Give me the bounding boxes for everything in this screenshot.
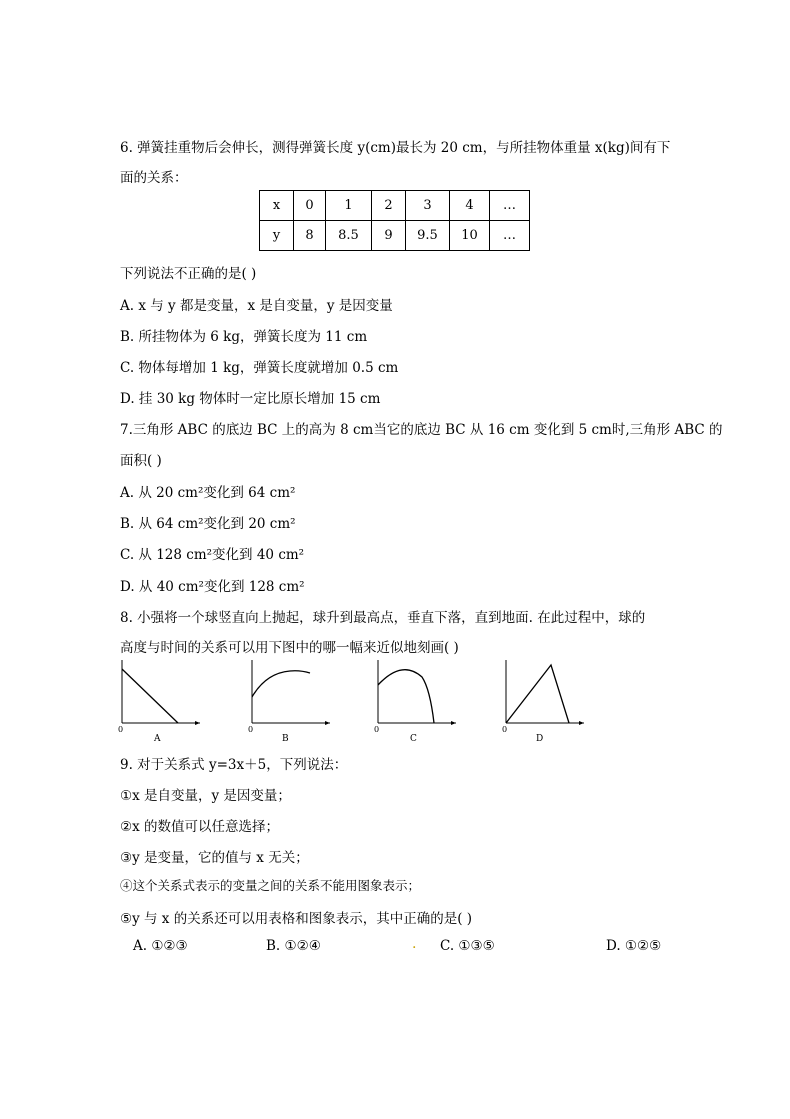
q9-statement-3: ③y 是变量，它的值与 x 无关； [120,850,309,866]
q9-statement-5: ⑤y 与 x 的关系还可以用表格和图象表示，其中正确的是( ) [120,911,473,927]
graph-label: D [536,734,544,744]
q6-stem-line1: 6. 弹簧挂重物后会伸长，测得弹簧长度 y(cm)最长为 20 cm，与所挂物体重量 x(kg)间有下 [120,140,671,156]
graph-label: A [154,734,161,744]
origin-label: 0 [248,725,254,734]
table-row-x [260,191,530,221]
x-axis-arrow [451,721,456,725]
table-cell: 3 [406,191,450,221]
q7-stem-line1: 7.三角形 ABC 的底边 BC 上的高为 8 cm当它的底边 BC 从 16 cm 变化到 5 cm时,三角形 ABC 的 [120,422,723,438]
q7-stem-line2: 面积( ) [120,453,162,469]
xy-table [259,190,530,251]
table-cell: x [260,191,294,221]
graph-a [116,655,206,745]
curve-d [506,665,569,723]
table-cell: … [490,191,530,221]
table-cell: 0 [294,191,326,221]
table-cell: y [260,221,294,251]
table-cell: 4 [450,191,490,221]
q6-option-a: A. x 与 y 都是变量，x 是自变量，y 是因变量 [120,298,393,314]
graph-d [500,655,590,745]
table-row-y [260,221,530,251]
q6-option-c: C. 物体每增加 1 kg，弹簧长度就增加 0.5 cm [120,360,399,376]
q9-option-b: B. ①②④ [266,938,321,954]
q9-option-a: A. ①②③ [133,938,188,954]
x-axis-arrow [325,721,330,725]
table-cell: 1 [326,191,372,221]
q9-statement-4: ④这个关系式表示的变量之间的关系不能用图象表示； [120,878,421,893]
q7-option-d: D. 从 40 cm²变化到 128 cm² [120,579,305,595]
x-axis-arrow [579,721,584,725]
q6-option-d: D. 挂 30 kg 物体时一定比原长增加 15 cm [120,391,381,407]
graph-b [246,655,336,745]
origin-label: 0 [374,725,380,734]
q9-stem: 9. 对于关系式 y=3x＋5，下列说法： [120,757,348,773]
table-cell: 9 [372,221,406,251]
table-cell: 9.5 [406,221,450,251]
q9-statement-2: ②x 的数值可以任意选择； [120,819,280,835]
graph-label: B [282,734,289,744]
q7-option-c: C. 从 128 cm²变化到 40 cm² [120,547,305,563]
q8-stem-line2: 高度与时间的关系可以用下图中的哪一幅来近似地刻画( ) [120,640,459,656]
curve-b [252,671,310,697]
table-cell: 8 [294,221,326,251]
q6-stem-line2: 面的关系： [120,170,188,186]
curve-a [122,669,178,723]
x-axis-arrow [195,721,200,725]
table-cell: 8.5 [326,221,372,251]
q9-option-c: C. ①③⑤ [440,938,495,954]
origin-label: 0 [502,725,508,734]
q7-option-a: A. 从 20 cm²变化到 64 cm² [120,485,296,501]
curve-c [378,670,434,723]
q9-statement-1: ①x 是自变量，y 是因变量； [120,788,291,804]
table-cell: 2 [372,191,406,221]
q6-prompt: 下列说法不正确的是( ) [120,266,257,282]
table-cell: … [490,221,530,251]
stray-dot: . [412,936,417,952]
q6-option-b: B. 所挂物体为 6 kg，弹簧长度为 11 cm [120,329,368,345]
graph-label: C [410,734,417,744]
q8-stem-line1: 8. 小强将一个球竖直向上抛起，球升到最高点，垂直下落，直到地面. 在此过程中，球的 [120,610,646,626]
table-cell: 10 [450,221,490,251]
origin-label: 0 [118,725,124,734]
graph-c [372,655,462,745]
q7-option-b: B. 从 64 cm²变化到 20 cm² [120,516,296,532]
q9-option-d: D. ①②⑤ [606,938,662,954]
